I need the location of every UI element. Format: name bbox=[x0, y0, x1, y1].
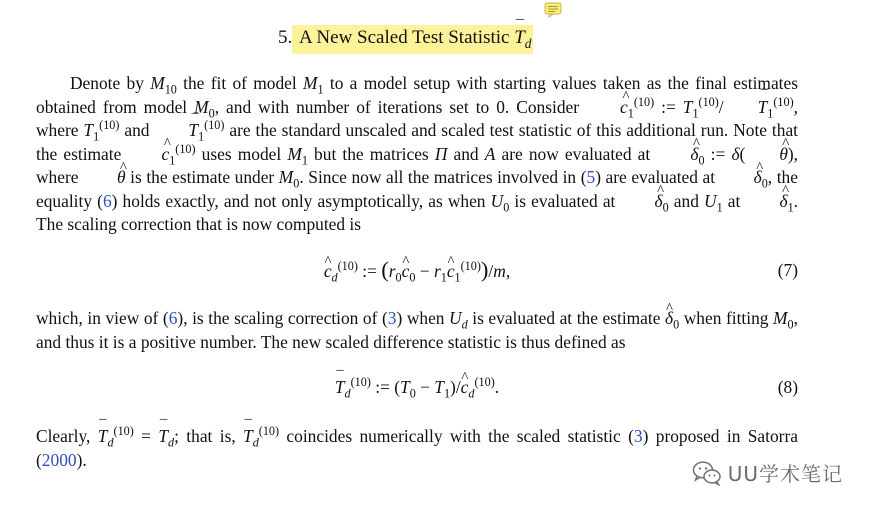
ref-link-eq6[interactable]: 6 bbox=[102, 190, 112, 211]
paragraph-conclusion: Clearly, ¯ $T_d^{(10)}$ = ¯ $T_d$; that is, ¯ $T_d^{(10)}$ coincides numerically with the scaled statistic (3) proposed in Satorra (2000). bbox=[36, 425, 798, 472]
wechat-icon bbox=[692, 460, 722, 486]
paragraph-scaling: which, in view of (6), is the scaling correction of (3) when $U_d$ is evaluated at the estimate ^ $\delta_0$ when fitting $M_0$, and thus it is a positive number. The new scaled difference statistic is thus defined as bbox=[36, 307, 798, 354]
ref-link-eq6-b[interactable]: 6 bbox=[168, 308, 178, 328]
ref-link-eq3-b[interactable]: 3 bbox=[633, 426, 643, 446]
ref-link-eq3[interactable]: 3 bbox=[387, 308, 397, 328]
section-number: 5. bbox=[278, 27, 293, 48]
paragraph-definition: Denote by $M_{10}$ the fit of model $M_1$ to a model setup with starting values taken as the final estimates obtained from model $M_0$, and with number of iterations set to 0. Consider ^ $c_1^{(10)}$ := $T_1^{(10)}/¯$ $T_1^{(10)}$, where $T_1^{(10)}$ and ¯ $T_1^{(10)}$ are the standard unscaled and scaled test statistic of this additional run. Note that the estimate ^ $c_1^{(10)}$ uses model $M_1$ but the matrices Π and A are now evaluated at ^ $\delta_0$ := δ(^ θ), where ^ θ is the estimate under $M_0$. Since now all the matrices involved in (5) are evaluated at ^ $\delta_0$, the equality (6) holds exactly, and not only asymptotically, as when $U_0$ is evaluated at ^ $\delta_0$ and $U_1$ at ^ $\delta_1$. The scaling correction that is now computed is bbox=[36, 72, 798, 237]
citation-year-link[interactable]: 2000 bbox=[41, 449, 77, 470]
section-heading bbox=[278, 24, 533, 52]
watermark-text: UU学术笔记 bbox=[727, 462, 843, 486]
equation-7-number: (7) bbox=[777, 260, 798, 280]
highlighted-title: A New Scaled Test Statistic ¯ $T_d$ bbox=[292, 25, 533, 54]
equation-8-body: ¯ $T_d^{(10)}$ := ($T_0$ − $T_1)/\^{}$ $c_d^{(10)}$. bbox=[36, 375, 798, 399]
comment-note-icon[interactable] bbox=[544, 2, 562, 18]
equation-8-number: (8) bbox=[777, 377, 798, 397]
section-title-text: A New Scaled Test Statistic bbox=[299, 27, 510, 48]
ref-link-eq5[interactable]: 5 bbox=[586, 167, 596, 187]
watermark bbox=[692, 458, 843, 487]
equation-7-body: ^ $c_d^{(10)}$ := ($r_0\^{}$ $c_0$ − $r_1\^{}$ $c_1^{(10)})/m$, bbox=[36, 258, 798, 283]
citation-author: Satorra bbox=[747, 426, 798, 446]
